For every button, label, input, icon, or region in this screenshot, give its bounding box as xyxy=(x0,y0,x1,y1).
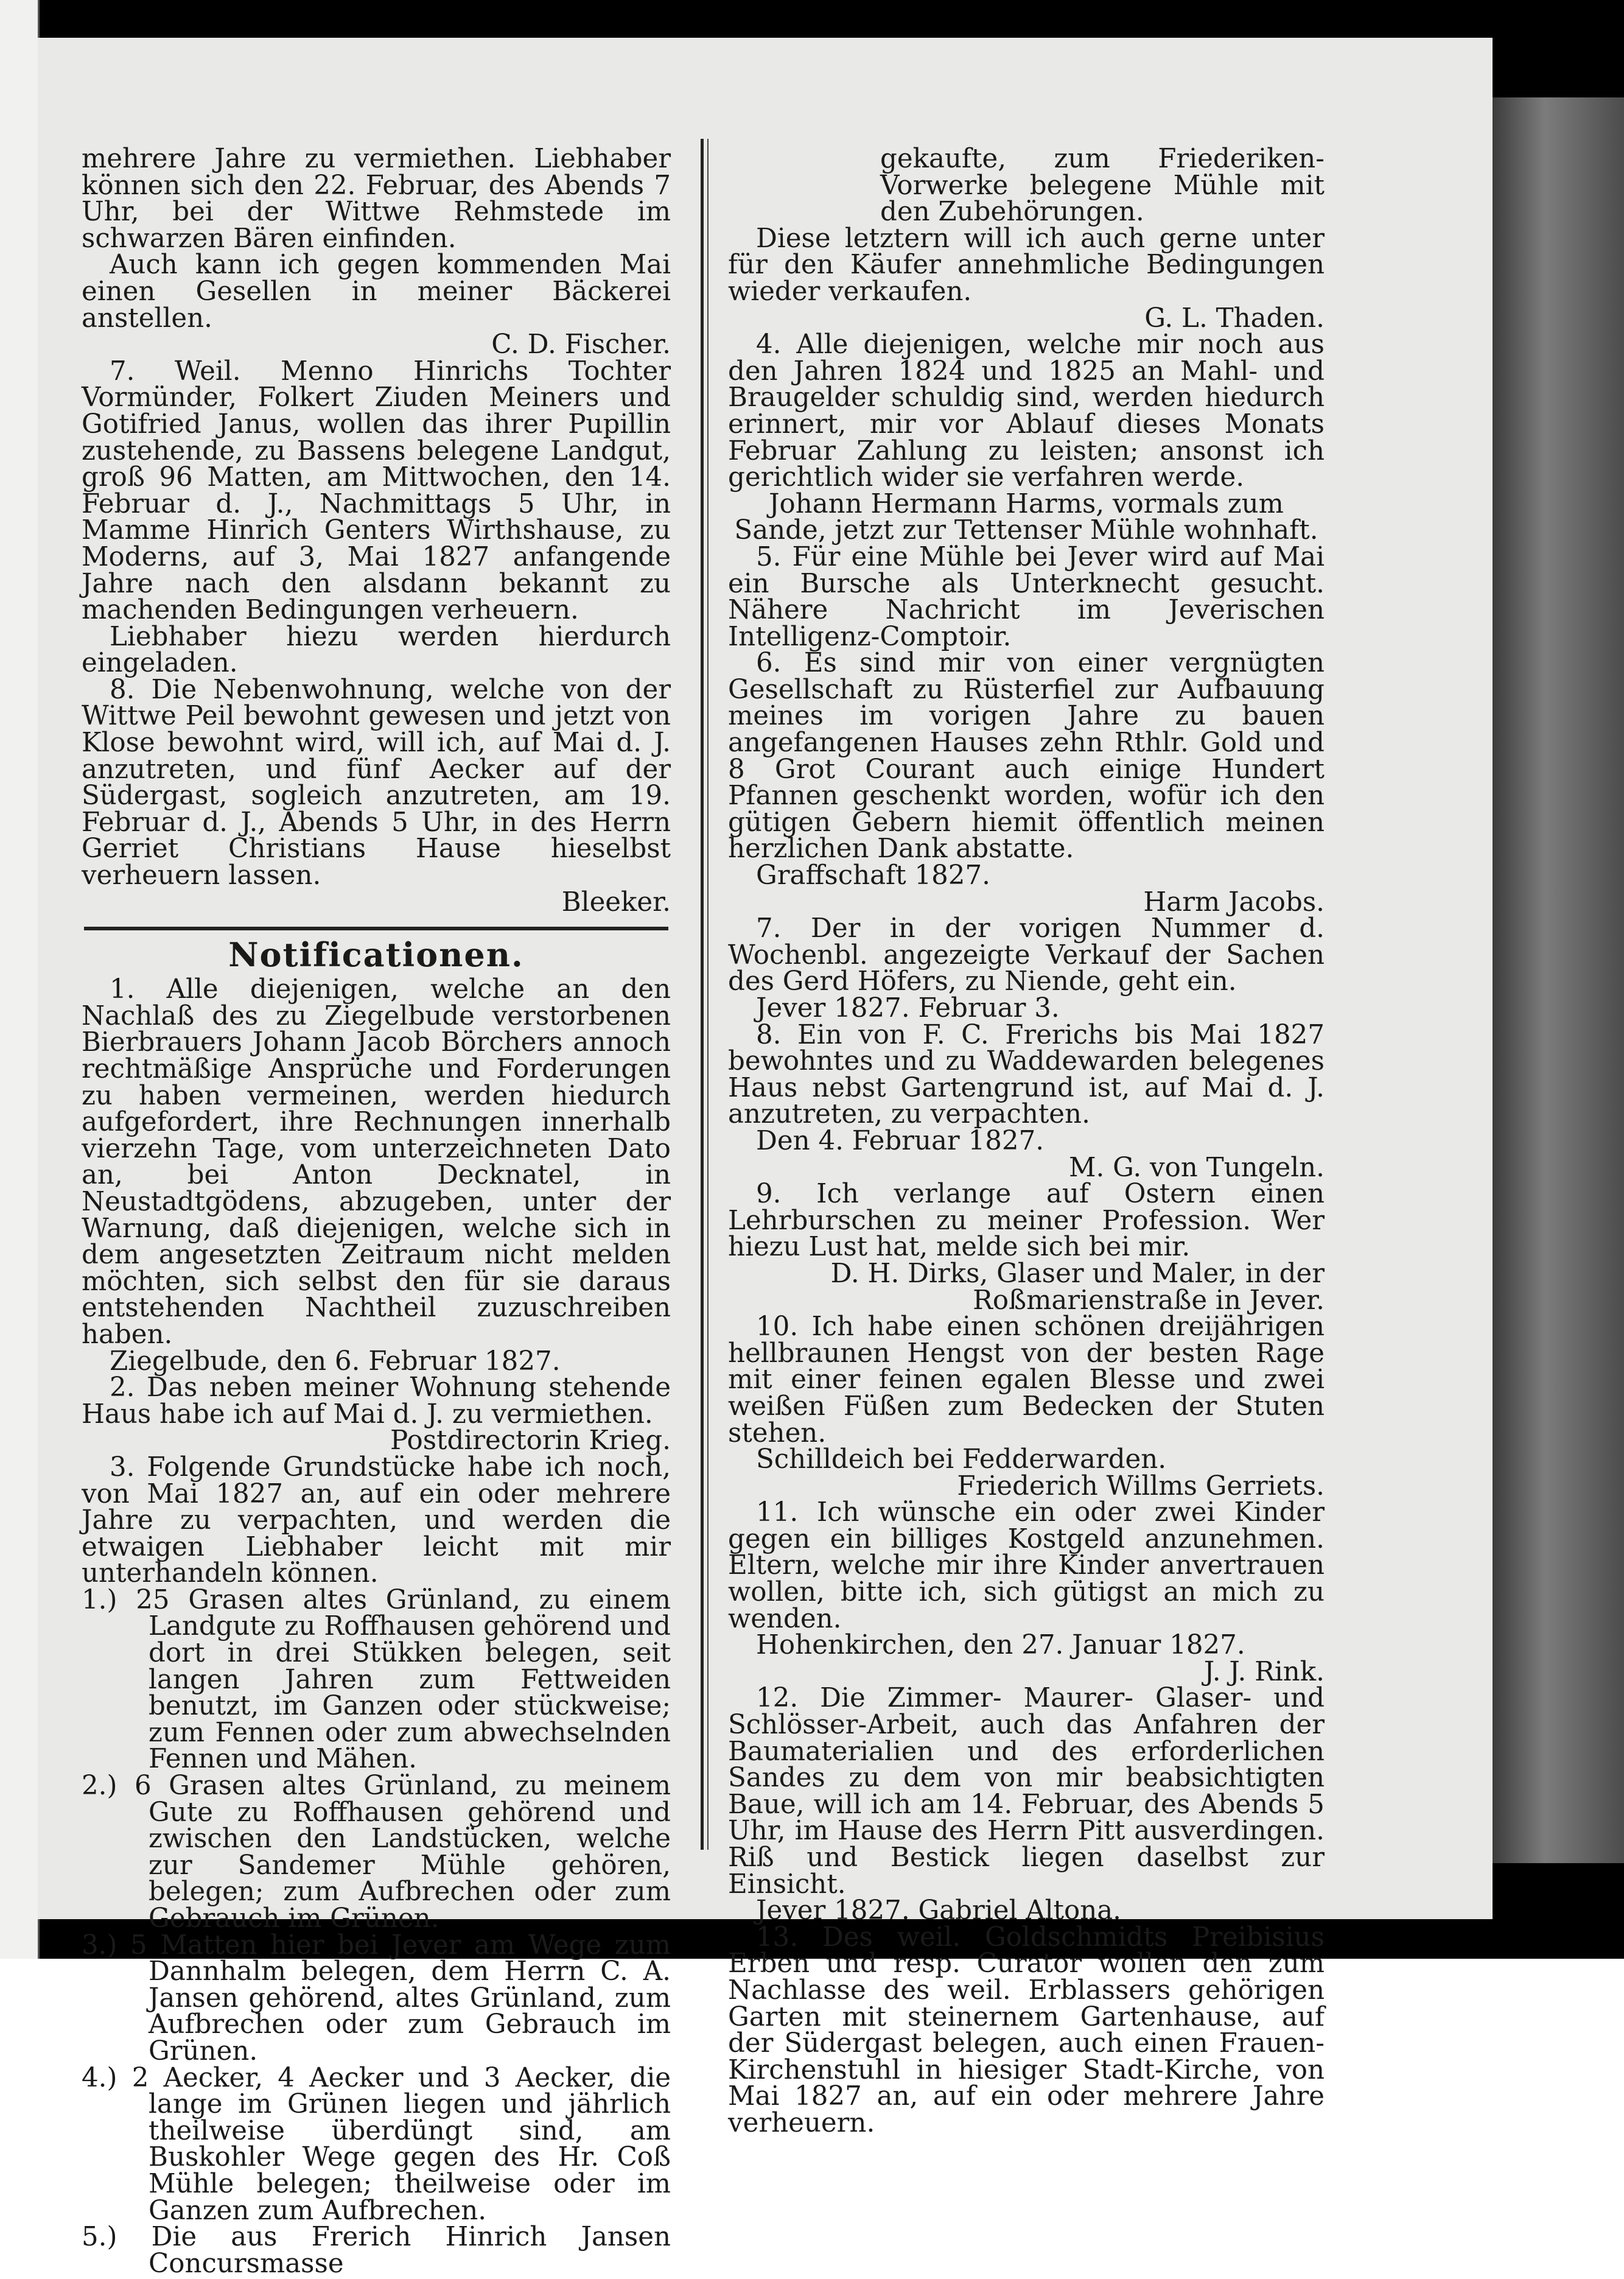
column-separator xyxy=(701,139,704,1850)
left-top-section xyxy=(82,146,671,916)
paragraph: Jever 1827. Februar 3. xyxy=(756,993,1060,1024)
paragraph: 6. Es sind mir von einer vergnügten Gesellschaft zu Rüsterfiel zur Aufbauung meines im vorigen Jahre zu bauen angefangenen Hauses zehn Rthlr. Gold und 8 Grot Courant auch einige Hundert Pfannen geschenkt worden, wofür ich den gütigen Gebern hiemit öffentlich meinen herzlichen Dank abstatte. xyxy=(728,648,1325,865)
paragraph: Schilldeich bei Fedderwarden. xyxy=(756,1444,1167,1475)
right-notifications-section xyxy=(728,146,1325,2137)
paragraph: 2.) 6 Grasen altes Grünland, zu meinem Gute zu Roffhausen gehörend und zwischen den Landstücken, welche zur Sandemer Mühle gehören, belegen; zum Aufbrechen oder zum Gebrauch im Grünen. xyxy=(82,1771,671,1934)
paragraph: 8. Ein von F. C. Frerichs bis Mai 1827 bewohntes und zu Waddewarden belegenes Haus nebst Gartengrund ist, auf Mai d. J. anzutreten, zu verpachten. xyxy=(728,1019,1325,1130)
signature-line: M. G. von Tungeln. xyxy=(1068,1152,1325,1183)
paragraph: Graffschaft 1827. xyxy=(756,860,990,891)
paragraph: Ziegelbude, den 6. Februar 1827. xyxy=(110,1346,561,1377)
paragraph: 4. Alle diejenigen, welche mir noch aus den Jahren 1824 und 1825 an Mahl- und Braugelder schuldig sind, werden hiedurch erinnert, mir vor Ablauf dieses Monats Februar Zahlung zu leisten; ansonst ich gerichtlich wider sie verfahren werde. xyxy=(728,329,1325,493)
paragraph: gekaufte, zum Friederiken-Vorwerke belegene Mühle mit den Zubehörungen. xyxy=(880,144,1325,228)
paragraph: Liebhaber hiezu werden hierdurch eingeladen. xyxy=(82,621,671,679)
paragraph: 3.) 5 Matten hier bei Jever am Wege zum Dannhalm belegen, dem Herrn C. A. Jansen gehörend, altes Grünland, zum Aufbrechen oder zum Gebrauch im Grünen. xyxy=(82,1930,671,2067)
paragraph: Auch kann ich gegen kommenden Mai einen Gesellen in meiner Bäckerei anstellen. xyxy=(82,250,671,334)
paragraph: mehrere Jahre zu vermiethen. Liebhaber können sich den 22. Februar, des Abends 7 Uhr, bei der Wittwe Rehmstede im schwarzen Bären einfinden. xyxy=(82,144,671,254)
paragraph: Diese letztern will ich auch gerne unter für den Käufer annehmliche Bedingungen wieder verkaufen. xyxy=(728,223,1325,307)
paragraph: 1. Alle diejenigen, welche an den Nachlaß des zu Ziegelbude verstorbenen Bierbrauers Johann Jacob Börchers annoch rechtmäßige Ansprüche und Forderungen zu haben vermeinen, werden hiedurch aufgefordert, ihre Rechnungen innerhalb vierzehn Tage, vom unterzeichneten Dato an, bei Anton Decknatel, in Neustadtgödens, abzugeben, unter der Warnung, daß diejenigen, welche sich in dem angesetzten Zeitraum nicht melden möchten, sich selbst den für sie daraus entstehenden Nachtheil zuzuschreiben haben. xyxy=(82,974,671,1350)
paragraph: 5. Für eine Mühle bei Jever wird auf Mai ein Bursche als Unterknecht gesucht. Nähere Nachricht im Jeverischen Intelligenz-Comptoir. xyxy=(728,541,1325,652)
paragraph: Den 4. Februar 1827. xyxy=(756,1125,1045,1156)
signature-line: Friederich Willms Gerriets. xyxy=(957,1470,1325,1501)
signature-line: J. J. Rink. xyxy=(1203,1656,1325,1687)
paragraph: 7. Weil. Menno Hinrichs Tochter Vormünder, Folkert Ziuden Meiners und Gotifried Janus, wollen das ihrer Pupillin zustehende, zu Bassens belegene Landgut, groß 96 Matten, am Mittwochen, den 14. Februar d. J., Nachmittags 5 Uhr, in Mamme Hinrich Genters Wirthshause, zu Moderns, auf 3, Mai 1827 anfangende Jahre nach den alsdann bekannt zu machenden Bedingungen verheuern. xyxy=(82,356,671,626)
signature-line: C. D. Fischer. xyxy=(491,329,671,360)
paragraph: 11. Ich wünsche ein oder zwei Kinder gegen ein billiges Kostgeld anzunehmen. Eltern, welche mir ihre Kinder anvertrauen wollen, bitte ich, sich gütigst an mich zu wenden. xyxy=(728,1497,1325,1634)
paragraph: 3. Folgende Grundstücke habe ich noch, von Mai 1827 an, auf ein oder mehrere Jahre zu verpachten, und werden die etwaigen Liebhaber leicht mit mir unterhandeln können. xyxy=(82,1452,671,1589)
signature-line: D. H. Dirks, Glaser und Maler, in der Roßmarienstraße in Jever. xyxy=(830,1258,1325,1316)
left-column xyxy=(82,146,671,2277)
paragraph: 2. Das neben meiner Wohnung stehende Haus habe ich auf Mai d. J. zu vermiethen. xyxy=(82,1372,671,1430)
paragraph: 9. Ich verlange auf Ostern einen Lehrburschen zu meiner Profession. Wer hiezu Lust hat, melde sich bei mir. xyxy=(728,1179,1325,1263)
paragraph: 5.) Die aus Frerich Hinrich Jansen Concursmasse xyxy=(82,2222,671,2279)
paragraph: 8. Die Nebenwohnung, welche von der Wittwe Peil bewohnt gewesen und jetzt von Klose bewohnt wird, will ich, auf Mai d. J. anzutreten, und fünf Aecker auf der Südergast, sogleich anzutreten, am 19. Februar d. J., Abends 5 Uhr, in des Herrn Gerriet Christians Hause hieselbst verheuern lassen. xyxy=(82,674,671,891)
signature-line: Bleeker. xyxy=(561,887,671,918)
paragraph: 1.) 25 Grasen altes Grünland, zu einem Landgute zu Roffhausen gehörend und dort in drei Stükken belegen, seit langen Jahren zum Fettweiden benutzt, im Ganzen oder stückweise; zum Fennen oder zum abwechselnden Fennen und Mähen. xyxy=(82,1584,671,1775)
signature-line: Postdirectorin Krieg. xyxy=(390,1425,671,1456)
right-column xyxy=(728,146,1325,2137)
paragraph: Johann Hermann Harms, vormals zum Sande, jetzt zur Tettenser Mühle wohnhaft. xyxy=(734,488,1318,546)
signature-line: Harm Jacobs. xyxy=(1143,887,1325,918)
paragraph: Jever 1827. Gabriel Altona. xyxy=(756,1895,1121,1926)
book-spine-edge xyxy=(1493,97,1624,1863)
paragraph: 10. Ich habe einen schönen dreijährigen hellbraunen Hengst von der besten Rage mit einer feinen egalen Blesse und zwei weißen Füßen zum Bedecken der Stuten stehen. xyxy=(728,1312,1325,1449)
signature-line: G. L. Thaden. xyxy=(1144,303,1325,334)
paragraph: 13. Des weil. Goldschmidts Preibisius Erben und resp. Curator wollen den zum Nachlasse des weil. Erblassers gehörigen Garten mit steinernem Gartenhause, auf der Südergast belegen, auch einen Frauen-Kirchenstuhl in hiesiger Stadt-Kirche, von Mai 1827 an, auf ein oder mehrere Jahre verheuern. xyxy=(728,1922,1325,2138)
section-heading: Notificationen. xyxy=(228,935,524,975)
paragraph: Hohenkirchen, den 27. Januar 1827. xyxy=(756,1630,1245,1661)
previous-page-edge xyxy=(0,0,40,1959)
left-notifications-section xyxy=(82,974,671,2279)
section-rule xyxy=(84,927,668,930)
column-separator-thin xyxy=(707,139,709,1850)
paragraph: 12. Die Zimmer- Maurer- Glaser- und Schlösser-Arbeit, auch das Anfahren der Baumaterialien und des erforderlichen Sandes zu dem von mir beabsichtigten Baue, will ich am 14. Februar, des Abends 5 Uhr, im Hause des Herrn Pitt ausverdingen. Riß und Bestick liegen daselbst zur Einsicht. xyxy=(728,1683,1325,1900)
paragraph: 7. Der in der vorigen Nummer d. Wochenbl. angezeigte Verkauf der Sachen des Gerd Höfers, zu Niende, geht ein. xyxy=(728,913,1325,997)
paragraph: 4.) 2 Aecker, 4 Aecker und 3 Aecker, die lange im Grünen liegen und jährlich theilweise überdüngt sind, am Buskohler Wege gegen des Hr. Coß Mühle belegen; theilweise oder im Ganzen zum Aufbrechen. xyxy=(82,2062,671,2226)
